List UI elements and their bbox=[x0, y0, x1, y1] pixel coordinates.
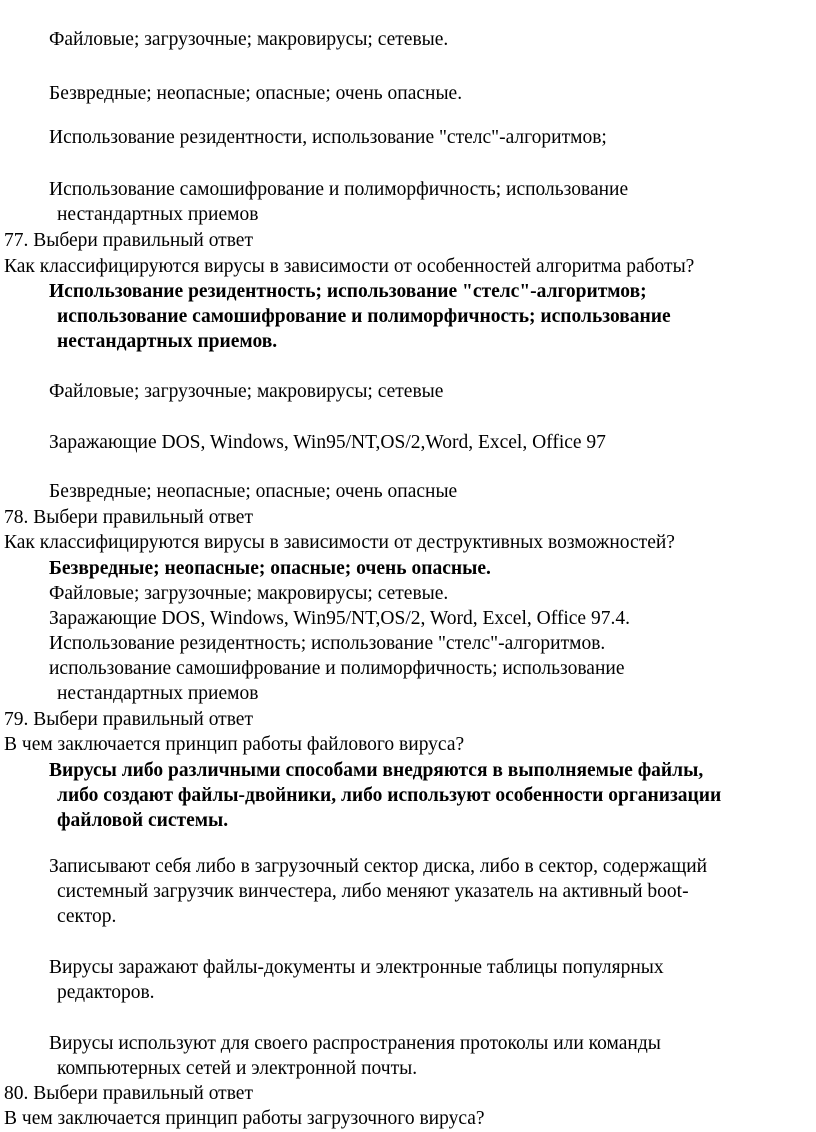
question-text: В чем заключается принцип работы файлового вируса? bbox=[4, 734, 465, 755]
answer-option: Использование резидентности, использование "стелс"-алгоритмов; bbox=[49, 127, 607, 148]
answer-option: Вирусы заражают файлы-документы и электронные таблицы популярных bbox=[49, 957, 664, 978]
answer-option: Файловые; загрузочные; макровирусы; сетевые. bbox=[49, 583, 449, 604]
correct-answer: Безвредные; неопасные; опасные; очень опасные. bbox=[49, 558, 491, 579]
question-number: 77. Выбери правильный ответ bbox=[4, 230, 253, 251]
correct-answer-continuation: нестандартных приемов. bbox=[57, 331, 278, 352]
correct-answer-continuation: файловой системы. bbox=[57, 810, 229, 831]
answer-option: Вирусы используют для своего распространения протоколы или команды bbox=[49, 1033, 661, 1054]
question-text: Как классифицируются вирусы в зависимости от особенностей алгоритма работы? bbox=[4, 256, 695, 277]
correct-answer-continuation: либо создают файлы-двойники, либо используют особенности организации bbox=[57, 785, 722, 806]
question-number: 80. Выбери правильный ответ bbox=[4, 1083, 253, 1104]
answer-option-continuation: сектор. bbox=[57, 906, 117, 927]
answer-option-continuation: компьютерных сетей и электронной почты. bbox=[57, 1058, 418, 1079]
question-text: В чем заключается принцип работы загрузочного вируса? bbox=[4, 1108, 485, 1129]
answer-option: Безвредные; неопасные; опасные; очень опасные bbox=[49, 481, 458, 502]
correct-answer: Вирусы либо различными способами внедряются в выполняемые файлы, bbox=[49, 760, 704, 781]
answer-option: Файловые; загрузочные; макровирусы; сетевые bbox=[49, 381, 444, 402]
question-number: 79. Выбери правильный ответ bbox=[4, 709, 253, 730]
question-number: 78. Выбери правильный ответ bbox=[4, 507, 253, 528]
answer-option-continuation: нестандартных приемов bbox=[57, 204, 259, 225]
answer-option: Безвредные; неопасные; опасные; очень опасные. bbox=[49, 83, 463, 104]
answer-option-continuation: нестандартных приемов bbox=[57, 683, 259, 704]
answer-option: Файловые; загрузочные; макровирусы; сетевые. bbox=[49, 29, 449, 50]
answer-option: Записывают себя либо в загрузочный сектор диска, либо в сектор, содержащий bbox=[49, 856, 708, 877]
answer-option: Заражающие DOS, Windows, Win95/NT,OS/2,Word, Excel, Office 97 bbox=[49, 432, 606, 453]
answer-option: Заражающие DOS, Windows, Win95/NT,OS/2, Word, Excel, Office 97.4. bbox=[49, 608, 630, 629]
answer-option: Использование самошифрование и полиморфичность; использование bbox=[49, 179, 629, 200]
answer-option-continuation: системный загрузчик винчестера, либо меняют указатель на активный boot- bbox=[57, 881, 689, 902]
answer-option-continuation: редакторов. bbox=[57, 982, 155, 1003]
answer-option: использование самошифрование и полиморфичность; использование bbox=[49, 658, 625, 679]
correct-answer-continuation: использование самошифрование и полиморфичность; использование bbox=[57, 306, 671, 327]
correct-answer: Использование резидентность; использование "стелс"-алгоритмов; bbox=[49, 281, 647, 302]
question-text: Как классифицируются вирусы в зависимости от деструктивных возможностей? bbox=[4, 532, 675, 553]
answer-option: Использование резидентность; использование "стелс"-алгоритмов. bbox=[49, 633, 606, 654]
